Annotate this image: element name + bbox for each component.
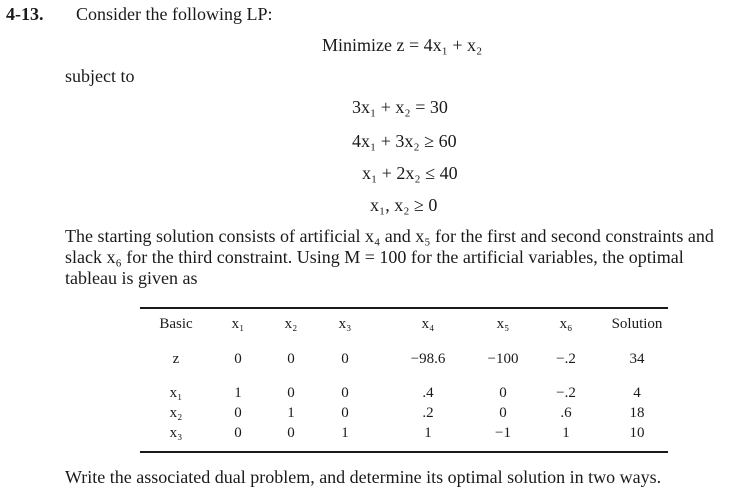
problem-number: 4-13.: [6, 4, 44, 24]
table-row-2-cell: 18: [629, 405, 645, 421]
table-header-cell: x₃: [338, 316, 352, 332]
table-row-1-cell: x₁: [169, 385, 183, 401]
table-row-3-cell: −1: [495, 425, 511, 441]
table-row-3-cell: 10: [629, 425, 645, 441]
description-paragraph: The starting solution consists of artificial x₄ and x₅ for the first and second constraints and slack x₆ for the third constraint. Using M = 100 for the artificial variables, the optimal tableau is given as: [65, 226, 714, 288]
table-bottom-rule: [140, 451, 668, 453]
table-header-cell: x₄: [421, 316, 435, 332]
table-row-2-cell: 1: [287, 405, 295, 421]
objective-function: Minimize z = 4x₁ + x₂: [322, 35, 483, 55]
table-row-2-cell: .2: [422, 405, 434, 421]
table-row-1-cell: 0: [341, 385, 349, 401]
table-z-cell: 0: [287, 351, 295, 367]
table-z-cell: 0: [341, 351, 349, 367]
table-header-cell: x₂: [284, 316, 298, 332]
table-z-cell: −98.6: [410, 351, 446, 367]
table-row-1-cell: 0: [287, 385, 295, 401]
table-row-1-cell: .4: [422, 385, 434, 401]
table-top-rule: [140, 307, 668, 309]
table-row-3-cell: 1: [341, 425, 349, 441]
table-z-cell: −.2: [556, 351, 576, 367]
table-row-2-cell: 0: [341, 405, 349, 421]
table-header-cell: x₅: [496, 316, 510, 332]
constraint-3: x₁ + 2x₂ ≤ 40: [362, 163, 458, 183]
table-header-cell: Basic: [159, 316, 193, 332]
table-row-3-cell: 1: [424, 425, 432, 441]
table-row-2-cell: x₂: [169, 405, 183, 421]
table-z-cell: 0: [234, 351, 242, 367]
table-header-cell: x₆: [559, 316, 573, 332]
table-row-2-cell: .6: [560, 405, 572, 421]
table-row-3-cell: 0: [287, 425, 295, 441]
table-row-3-cell: x₃: [169, 425, 183, 441]
subject-to-label: subject to: [65, 66, 135, 86]
table-row-2-cell: 0: [234, 405, 242, 421]
table-z-cell: z: [172, 351, 180, 367]
table-header-cell: Solution: [611, 316, 663, 332]
nonnegativity-constraint: x₁, x₂ ≥ 0: [370, 195, 438, 215]
table-row-3-cell: 0: [234, 425, 242, 441]
table-row-1-cell: 0: [499, 385, 507, 401]
constraint-2: 4x₁ + 3x₂ ≥ 60: [352, 131, 457, 151]
table-header-cell: x₁: [231, 316, 245, 332]
table-row-3-cell: 1: [562, 425, 570, 441]
table-row-1-cell: −.2: [556, 385, 576, 401]
table-row-1-cell: 4: [633, 385, 641, 401]
table-row-1-cell: 1: [234, 385, 242, 401]
table-row-2-cell: 0: [499, 405, 507, 421]
question-text: Write the associated dual problem, and determine its optimal solution in two ways.: [65, 467, 662, 487]
problem-intro: Consider the following LP:: [76, 4, 273, 24]
constraint-1: 3x₁ + x₂ = 30: [352, 97, 448, 117]
table-z-cell: −100: [487, 351, 519, 367]
table-z-cell: 34: [629, 351, 645, 367]
